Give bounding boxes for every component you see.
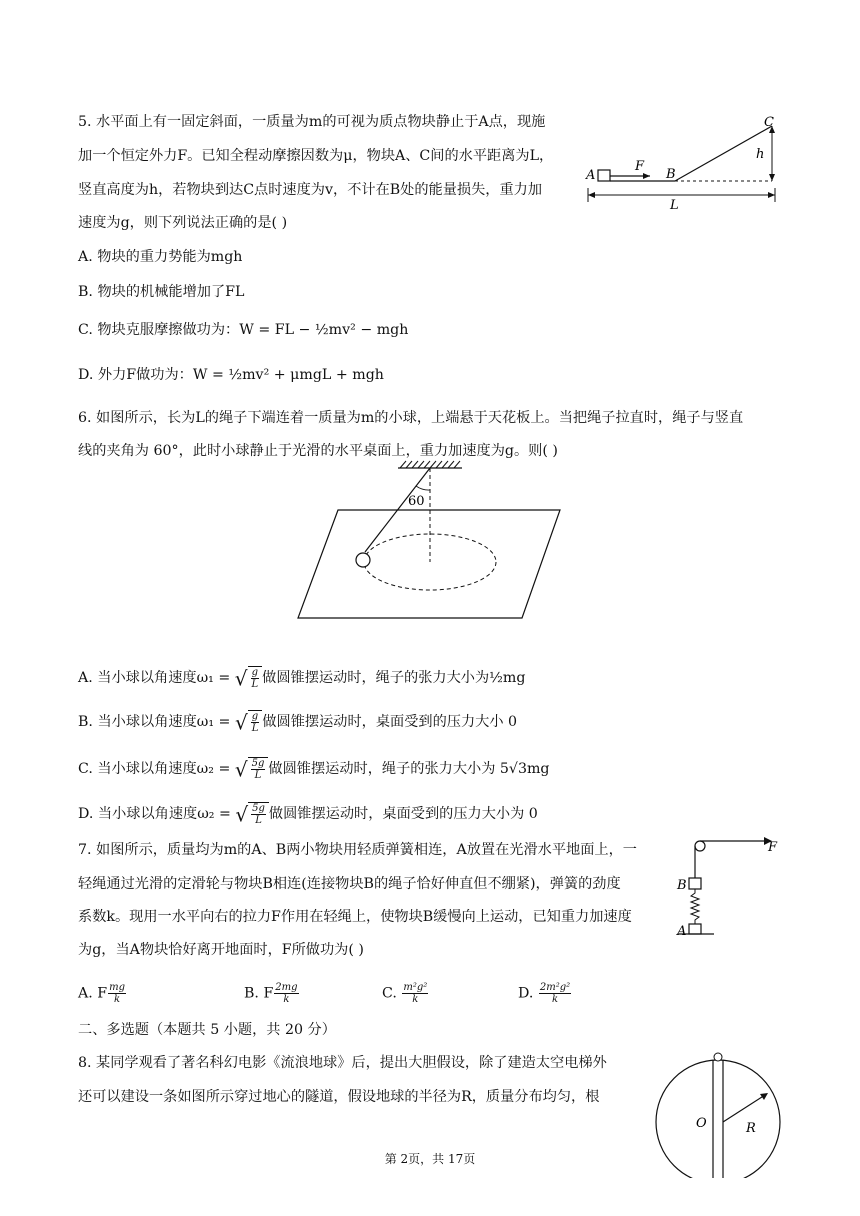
q6-conical-pendulum-figure	[290, 460, 570, 622]
q5-option-b: B. 物块的机械能增加了FL	[78, 284, 245, 300]
q5-line-2: 加一个恒定外力F。已知全程动摩擦因数为μ，物块A、C间的水平距离为L，	[78, 148, 554, 164]
page-footer: 第 2页，共 17页	[384, 1152, 476, 1166]
q7-option-a: A. F $\frac{mg}{k}$	[78, 982, 125, 1005]
label-b: B	[677, 878, 687, 893]
ball-shape	[356, 553, 370, 567]
q8-line-2: 还可以建设一条如图所示穿过地心的隧道，假设地球的半径为R，质量分布均匀，根	[78, 1089, 600, 1105]
q5-option-d: D. 外力F做功为：W = ½mv² + μmgL + mgh	[78, 367, 384, 383]
q7-spring-pulley-figure	[672, 832, 784, 944]
q7-line-3: 系数k。现用一水平向右的拉力F作用在轻绳上，使物块B缓慢向上运动，已知重力加速度	[78, 909, 632, 925]
block-b-shape	[689, 878, 701, 889]
q8-line-1: 8. 某同学观看了著名科幻电影《流浪地球》后，提出大胆假设，除了建造太空电梯外	[78, 1055, 607, 1071]
label-b: B	[666, 167, 676, 182]
label-a: A	[586, 168, 596, 183]
q6-line-2: 线的夹角为 60°，此时小球静止于光滑的水平桌面上，重力加速度为g。则( )	[78, 443, 558, 459]
label-f: F	[635, 159, 645, 174]
pulley-shape	[695, 841, 705, 851]
q7-option-c: C. $\frac{\text{m²g²}}{k}$	[382, 982, 428, 1005]
block-a-shape	[689, 924, 701, 934]
label-f: F	[768, 840, 778, 855]
q5-line-3: 竖直高度为h，若物块到达C点时速度为v，不计在B处的能量损失，重力加	[78, 182, 543, 198]
label-o: O	[696, 1116, 707, 1131]
table-plane	[298, 510, 560, 618]
block-a-shape	[598, 170, 610, 181]
label-c: C	[764, 115, 774, 130]
q7-option-d: D. $\frac{\text{2m²g²}}{k}$	[518, 982, 571, 1005]
q7-line-4: 为g，当A物块恰好离开地面时，F所做功为( )	[78, 942, 364, 958]
q7-line-2: 轻绳通过光滑的定滑轮与物块B相连(连接物块B的绳子恰好伸直但不绷紧)，弹簧的劲度	[78, 876, 621, 892]
q5-line-4: 速度为g，则下列说法正确的是( )	[78, 215, 288, 231]
object-shape	[714, 1053, 722, 1061]
label-r: R	[746, 1121, 756, 1136]
q7-line-1: 7. 如图所示，质量均为m的A、B两小物块用轻质弹簧相连，A放置在光滑水平地面上，一	[78, 842, 637, 858]
q5-option-c: C. 物块克服摩擦做功为：W = FL − ½mv² − mgh	[78, 322, 409, 338]
q5-incline-figure	[580, 112, 780, 212]
label-h: h	[756, 147, 765, 162]
label-a: A	[677, 924, 687, 939]
q6-option-c: C. 当小球以角速度ω₂ = √ $\frac{5g}{L}$ 做圆锥摆运动时，绳子的张力大小为 5√3mg	[78, 757, 550, 782]
q6-line-1: 6. 如图所示，长为L的绳子下端连着一质量为m的小球，上端悬于天花板上。当把绳子拉直时，绳子与竖直	[78, 410, 744, 426]
angle-label: 60	[408, 494, 425, 509]
q6-option-b: B. 当小球以角速度ω₁ = √ $\frac{g}{L}$ 做圆锥摆运动时，桌面受到的压力大小 0	[78, 710, 518, 735]
section-heading: 二、多选题（本题共 5 小题，共 20 分）	[78, 1022, 336, 1038]
q6-option-a: A. 当小球以角速度ω₁ = √ $\frac{g}{L}$ 做圆锥摆运动时，绳子的张力大小为½mg	[78, 666, 526, 691]
q6-option-d: D. 当小球以角速度ω₂ = √ $\frac{5g}{L}$ 做圆锥摆运动时，桌面受到的压力大小为 0	[78, 802, 538, 827]
q7-option-b: B. F $\frac{2mg}{k}$	[244, 982, 298, 1005]
label-l: L	[670, 198, 679, 212]
spring-shape	[691, 889, 699, 924]
q5-option-a: A. 物块的重力势能为mgh	[78, 249, 243, 265]
q5-line-1: 5. 水平面上有一固定斜面，一质量为m的可视为质点物块静止于A点，现施	[78, 114, 546, 130]
